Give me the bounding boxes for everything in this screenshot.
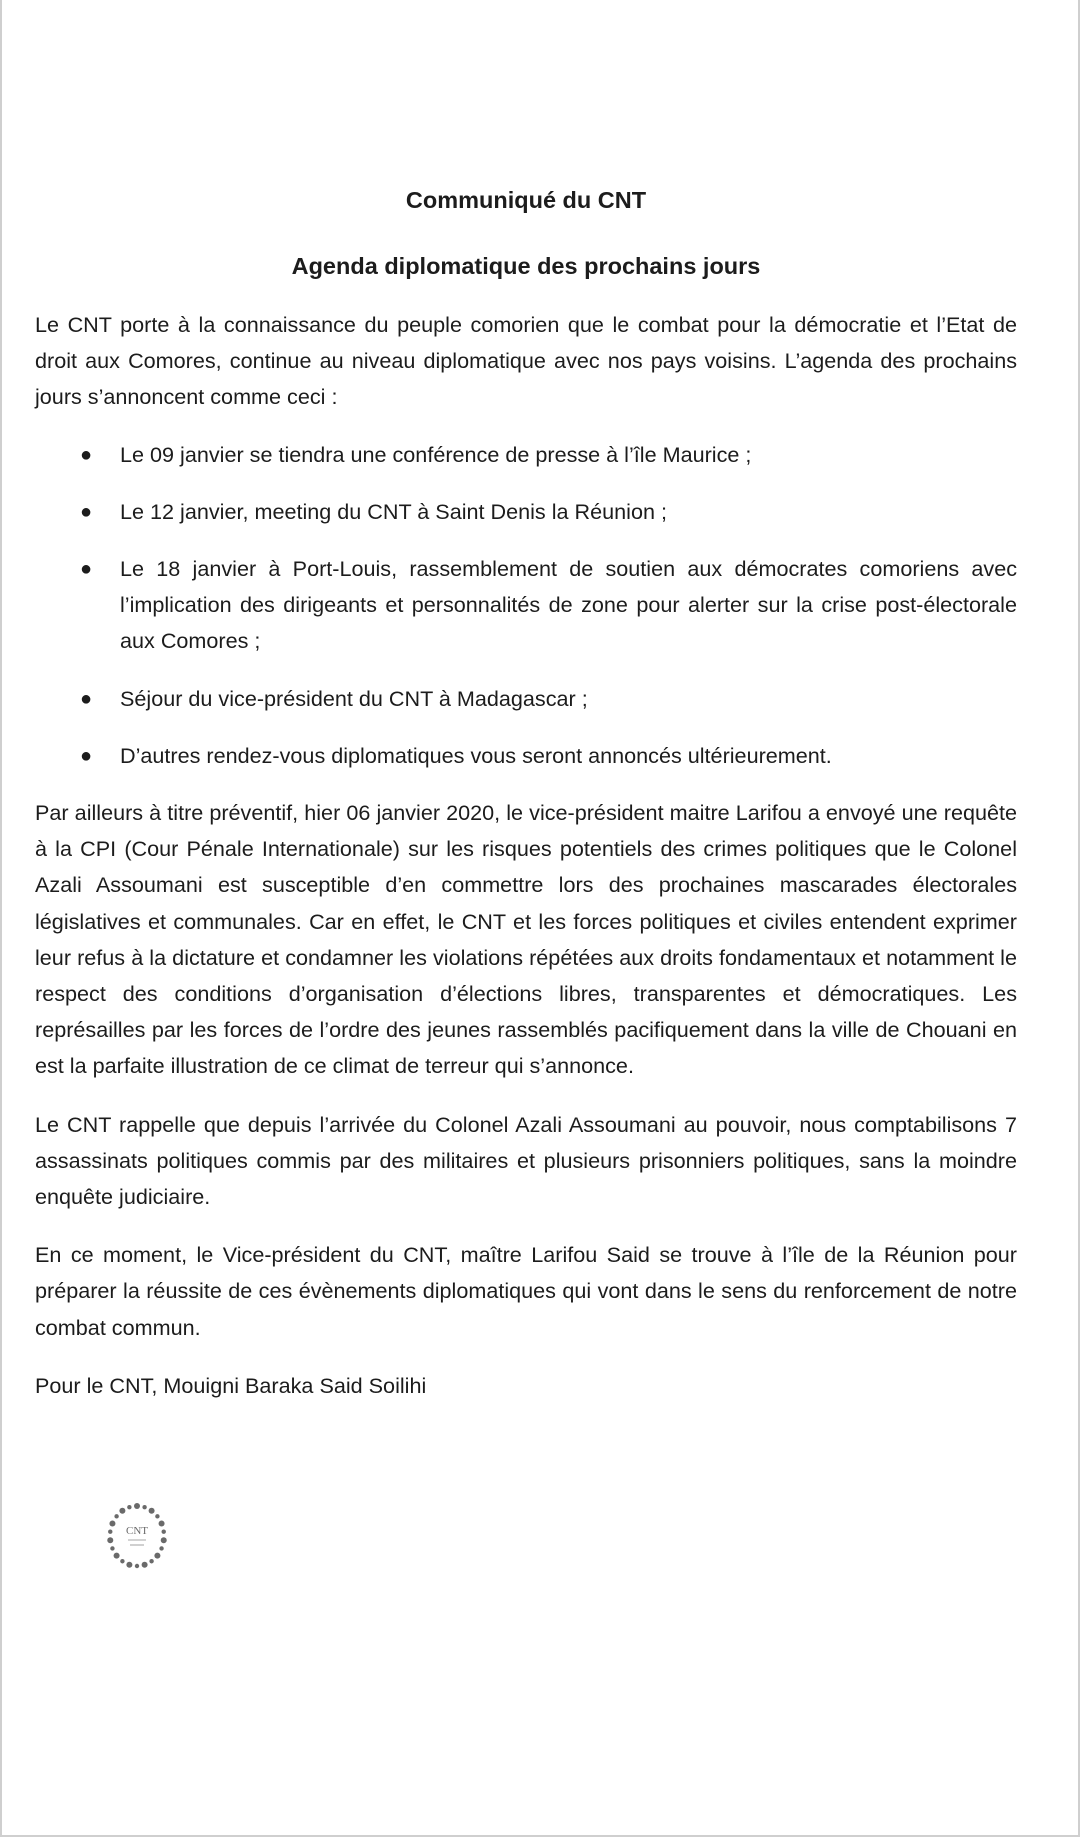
seal-wreath-dot: [149, 1559, 153, 1563]
agenda-item: [35, 681, 1017, 717]
seal-wreath-dot: [114, 1553, 120, 1559]
seal-wreath-dot: [155, 1514, 159, 1518]
seal-wreath-dot: [159, 1521, 165, 1527]
document-title: Communiqué du CNT: [405, 187, 647, 213]
cnt-seal-logo: [104, 1500, 170, 1570]
agenda-item-text: Séjour du vice-président du CNT à Madagascar ;: [120, 685, 588, 711]
seal-wreath-dot: [162, 1530, 166, 1534]
agenda-list: [35, 437, 1017, 774]
seal-wreath-dot: [149, 1508, 155, 1514]
intro-paragraph: Le CNT porte à la connaissance du peuple comorien que le combat pour la démocratie et l’Etat de droit aux Comores, continue au niveau diplomatique avec nos pays voisins. L’agenda des prochains jours s’annoncent comme ceci :: [35, 312, 1017, 410]
seal-wreath-dot: [161, 1537, 167, 1543]
seal-wreath-dot: [142, 1562, 148, 1568]
body-paragraph-reunion: En ce moment, le Vice-président du CNT, maître Larifou Said se trouve à l’île de la Réunion pour préparer la réussite de ces évènements diplomatiques qui vont dans le sens du renforcement de notre combat commun.: [35, 1242, 1017, 1340]
seal-wreath-dot: [119, 1508, 125, 1514]
bullet-icon: ●: [80, 687, 93, 710]
seal-wreath-dot: [114, 1514, 118, 1518]
seal-wreath-dot: [135, 1564, 139, 1568]
agenda-item-text: D’autres rendez-vous diplomatiques vous seront annoncés ultérieurement.: [120, 742, 832, 768]
seal-wreath-dot: [142, 1505, 146, 1509]
bullet-icon: ●: [80, 500, 93, 523]
agenda-item: [35, 738, 1017, 774]
seal-wreath-dot: [120, 1559, 124, 1563]
signature: Pour le CNT, Mouigni Baraka Said Soilihi: [35, 1372, 427, 1398]
body-paragraph-cpi: Par ailleurs à titre préventif, hier 06 janvier 2020, le vice-président maitre Larifou a envoyé une requête à la CPI (Cour Pénale Internationale) sur les risques potentiels des crimes politiques que le Colonel Azali Assoumani est susceptible d’en commettre lors des prochaines mascarades électorales législatives et communales. Car en effet, le CNT et les forces politiques et civiles entendent exprimer leur refus à la dictature et condamner les violations répétées aux droits fondamentaux et notamment le respect des conditions d’organisation d’élections libres, transparentes et démocratiques. Les représailles par les forces de l’ordre des jeunes rassemblés pacifiquement dans la ville de Chouani en est la parfaite illustration de ce climat de terreur qui s’annonce.: [35, 800, 1017, 1079]
seal-wreath-dot: [108, 1530, 112, 1534]
seal-wreath-dot: [159, 1546, 163, 1550]
document-body: [35, 182, 1017, 1404]
agenda-item-text: Le 12 janvier, meeting du CNT à Saint Denis la Réunion ;: [120, 498, 667, 524]
agenda-item: [35, 494, 1017, 530]
agenda-item-text: Le 09 janvier se tiendra une conférence de presse à l’île Maurice ;: [120, 441, 752, 467]
seal-wreath-dot: [110, 1546, 114, 1550]
seal-wreath-dot: [154, 1553, 160, 1559]
agenda-item: [35, 437, 1017, 473]
document-subtitle: Agenda diplomatique des prochains jours: [291, 253, 761, 279]
bullet-icon: ●: [80, 443, 93, 466]
seal-label: CNT: [126, 1525, 148, 1537]
agenda-item-text: Le 18 janvier à Port-Louis, rassemblement de soutien aux démocrates comoriens avec l’implication des dirigeants et personnalités de zone pour alerter sur la crise post-électorale aux Comores ;: [120, 556, 1017, 654]
agenda-item: [35, 551, 1017, 660]
seal-wreath-dot: [109, 1521, 115, 1527]
bullet-icon: ●: [80, 744, 93, 767]
seal-wreath-dot: [126, 1562, 132, 1568]
seal-wreath-dot: [134, 1503, 140, 1509]
body-paragraph-assassinations: Le CNT rappelle que depuis l’arrivée du Colonel Azali Assoumani au pouvoir, nous comptabilisons 7 assassinats politiques commis par des militaires et plusieurs prisonniers politiques, sans la moindre enquête judiciaire.: [35, 1111, 1017, 1210]
bullet-icon: ●: [80, 558, 93, 581]
seal-wreath-dot: [127, 1505, 131, 1509]
seal-wreath-dot: [107, 1537, 113, 1543]
